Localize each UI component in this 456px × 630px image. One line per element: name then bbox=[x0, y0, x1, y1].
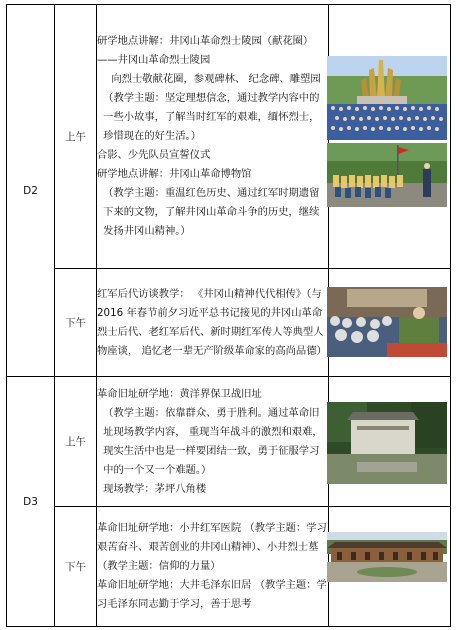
schedule-line: 研学地点讲解：井冈山革命烈士陵园（献花圈）——井冈山革命烈士陵园 bbox=[97, 35, 314, 66]
schedule-line: （教学主题：重温红色历史、通过红军时期遗留下来的文物，了解井冈山革命斗争的历史，继续发扬井冈山精神。） bbox=[103, 187, 320, 237]
schedule-line: 红军后代访谈教学： 《井冈山精神代代相传》（与 2016 年春节前夕习近平总书记接见的井冈山革命烈士后代、老红军后代、新时期红军传人等典型人物座谈， 追忆老一辈无产阶级革命家的高尚品德） bbox=[97, 287, 327, 357]
period-cell-morning: 上午 bbox=[55, 377, 97, 507]
schedule-line: 向烈士敬献花圈，参观碑林、 纪念碑、雕塑园 bbox=[111, 73, 321, 85]
huangyangjie-site-photo bbox=[327, 402, 447, 484]
period-cell-afternoon: 下午 bbox=[55, 507, 97, 627]
schedule-line: 现场教学：茅坪八角楼 bbox=[103, 482, 207, 495]
period-cell-afternoon: 下午 bbox=[55, 269, 97, 377]
schedule-content bbox=[97, 507, 329, 627]
schedule-content bbox=[97, 377, 329, 507]
schedule-line: 革命旧址研学地：小井红军医院 （教学主题：学习艰苦奋斗、艰苦创业的井冈山精神）、小井烈士墓（教学主题：信仰的力量） bbox=[97, 522, 327, 572]
schedule-line: 革命旧址研学地：黄洋界保卫战旧址 bbox=[97, 387, 262, 400]
schedule-line: （教学主题：坚定理想信念，通过教学内容中的一些小故事，了解当时红军的艰难，缅怀烈士，珍惜现在的好生活。） bbox=[103, 92, 320, 142]
schedule-content bbox=[97, 269, 329, 377]
schedule-content bbox=[97, 5, 329, 269]
schedule-line: 合影、少先队员宣誓仪式 bbox=[97, 149, 211, 161]
martyrs-monument-photo bbox=[327, 56, 447, 140]
schedule-line: 研学地点讲解：井冈山革命博物馆 bbox=[97, 168, 252, 180]
xiaojing-hospital-photo bbox=[327, 532, 447, 582]
day-cell-d3: D3 bbox=[7, 377, 55, 627]
students-group-photo bbox=[327, 143, 447, 207]
schedule-line: （教学主题：依靠群众、勇于胜利。通过革命旧址现场教学内容， 重现当年战斗的激烈和艰难，现实生活中也是一样要团结一致，勇于征服学习中的一个又一个难题。） bbox=[103, 406, 323, 476]
veterans-talk-photo bbox=[327, 287, 447, 357]
period-cell-morning: 上午 bbox=[55, 5, 97, 269]
schedule-line: 革命旧址研学地：大井毛泽东旧居 （教学主题：学习毛泽东同志勤于学习，善于思考 bbox=[97, 579, 327, 610]
day-cell-d2: D2 bbox=[7, 5, 55, 377]
